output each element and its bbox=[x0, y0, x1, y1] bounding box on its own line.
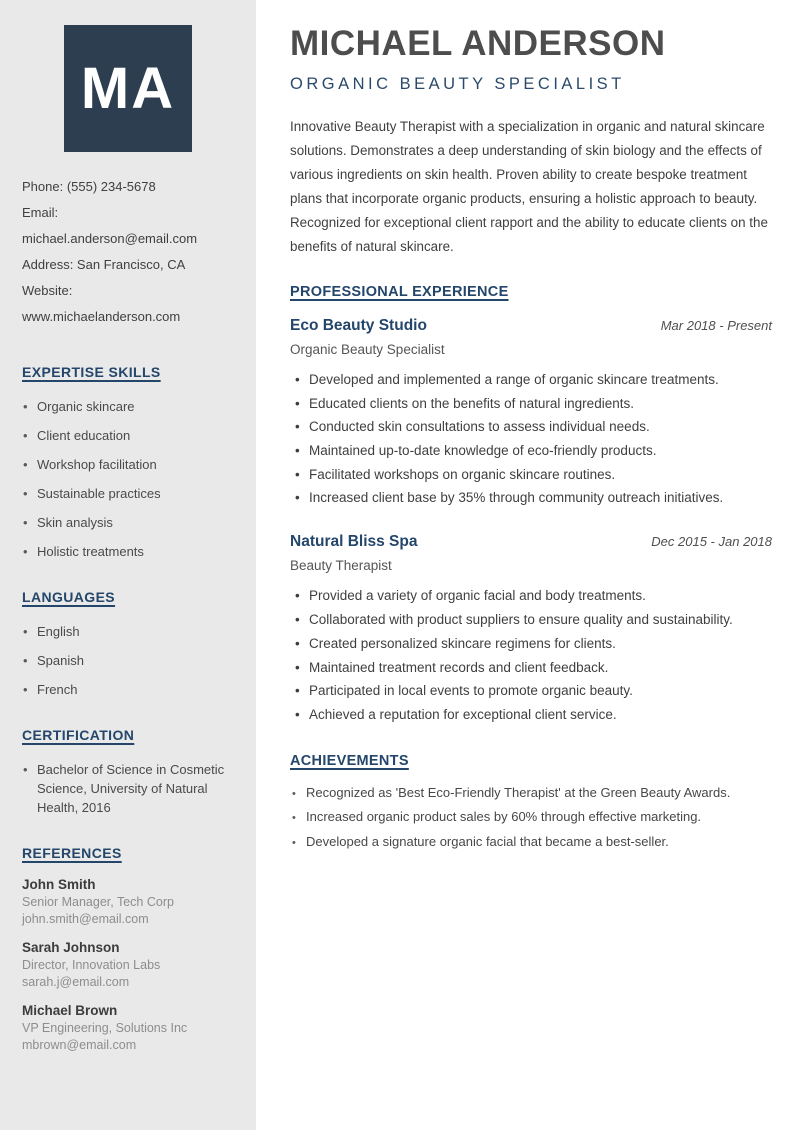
languages-list bbox=[22, 622, 234, 699]
job-bullet-list bbox=[290, 587, 772, 723]
references-list bbox=[22, 876, 234, 1054]
job-dates: Dec 2015 - Jan 2018 bbox=[651, 534, 772, 550]
reference-name: Michael Brown bbox=[22, 1003, 118, 1018]
sidebar-section-skills bbox=[22, 364, 234, 561]
skill-item: • Skin analysis bbox=[22, 513, 234, 532]
contact-line: Email: michael.anderson@email.com bbox=[22, 205, 198, 246]
job-role: Beauty Therapist bbox=[290, 558, 392, 574]
contact-info bbox=[22, 174, 234, 330]
references-heading: REFERENCES bbox=[22, 845, 122, 861]
job-header bbox=[290, 533, 772, 551]
certification-list bbox=[22, 760, 234, 817]
main-content bbox=[256, 0, 800, 1130]
job-bullet: • Achieved a reputation for exceptional client service. bbox=[290, 706, 772, 724]
job-entry bbox=[290, 317, 772, 507]
achievements-list bbox=[290, 785, 772, 850]
sidebar-section-references bbox=[22, 845, 234, 1054]
job-bullet: • Maintained treatment records and client feedback. bbox=[290, 659, 772, 677]
candidate-title: ORGANIC BEAUTY SPECIALIST bbox=[290, 75, 625, 93]
job-bullet: • Facilitated workshops on organic skincare routines. bbox=[290, 466, 772, 484]
reference-email: sarah.j@email.com bbox=[22, 975, 130, 989]
monogram-avatar bbox=[64, 25, 192, 152]
job-role: Organic Beauty Specialist bbox=[290, 342, 445, 357]
contact-line: Phone: (555) 234-5678 bbox=[22, 179, 156, 194]
company-name: Natural Bliss Spa bbox=[290, 533, 418, 551]
reference-name: Sarah Johnson bbox=[22, 940, 120, 955]
job-entry bbox=[290, 533, 772, 723]
achievement-item: • Developed a signature organic facial that became a best-seller. bbox=[290, 834, 772, 850]
achievements-heading: ACHIEVEMENTS bbox=[290, 752, 409, 769]
job-bullet: • Increased client base by 35% through community outreach initiatives. bbox=[290, 489, 772, 507]
contact-line: Website: www.michaelanderson.com bbox=[22, 283, 181, 324]
languages-heading: LANGUAGES bbox=[22, 589, 116, 605]
reference-role: Director, Innovation Labs bbox=[22, 958, 161, 972]
skill-item: • Holistic treatments bbox=[22, 542, 234, 561]
reference-entry bbox=[22, 939, 234, 991]
sidebar bbox=[0, 0, 256, 1130]
achievement-item: • Recognized as 'Best Eco-Friendly Therapist' at the Green Beauty Awards. bbox=[290, 785, 772, 801]
achievement-item: • Increased organic product sales by 60% through effective marketing. bbox=[290, 809, 772, 825]
achievements-section bbox=[290, 753, 772, 850]
reference-role: VP Engineering, Solutions Inc bbox=[22, 1021, 188, 1035]
contact-line: Address: San Francisco, CA bbox=[22, 257, 186, 272]
skills-list bbox=[22, 397, 234, 561]
job-bullet: • Developed and implemented a range of organic skincare treatments. bbox=[290, 371, 772, 389]
reference-entry bbox=[22, 1002, 234, 1054]
job-bullet: • Participated in local events to promote organic beauty. bbox=[290, 682, 772, 700]
reference-entry bbox=[22, 876, 234, 928]
job-bullet: • Conducted skin consultations to assess individual needs. bbox=[290, 418, 772, 436]
skill-item: • Client education bbox=[22, 426, 234, 445]
job-dates: Mar 2018 - Present bbox=[660, 318, 772, 333]
reference-role: Senior Manager, Tech Corp bbox=[22, 895, 174, 909]
job-header bbox=[290, 317, 772, 335]
job-bullet: • Collaborated with product suppliers to ensure quality and sustainability. bbox=[290, 611, 772, 629]
job-bullet: • Provided a variety of organic facial and body treatments. bbox=[290, 587, 772, 605]
candidate-name: MICHAEL ANDERSON bbox=[290, 24, 666, 63]
reference-email: john.smith@email.com bbox=[22, 912, 149, 926]
certification-item: • Bachelor of Science in Cosmetic Science, University of Natural Health, 2016 bbox=[22, 760, 234, 817]
language-item: • French bbox=[22, 680, 234, 699]
reference-email: mbrown@email.com bbox=[22, 1038, 137, 1052]
skill-item: • Workshop facilitation bbox=[22, 455, 234, 474]
sidebar-section-languages bbox=[22, 589, 234, 699]
skill-item: • Sustainable practices bbox=[22, 484, 234, 503]
skill-item: • Organic skincare bbox=[22, 397, 234, 416]
job-bullet-list bbox=[290, 371, 772, 507]
job-bullet: • Educated clients on the benefits of natural ingredients. bbox=[290, 395, 772, 413]
summary-text: Innovative Beauty Therapist with a specialization in organic and natural skincare solutions. Demonstrates a deep understanding of skin biology and the effects of various ingredients on skin health. Proven ability to create bespoke treatment plans that incorporate organic products, ensuring a holistic approach to beauty. Recognized for exceptional client rapport and the ability to educate clients on the benefits of natural skincare. bbox=[290, 119, 768, 254]
job-bullet: • Maintained up-to-date knowledge of eco-friendly products. bbox=[290, 442, 772, 460]
job-bullet: • Created personalized skincare regimens for clients. bbox=[290, 635, 772, 653]
language-item: • English bbox=[22, 622, 234, 641]
certification-heading: CERTIFICATION bbox=[22, 727, 135, 743]
skills-heading: EXPERTISE SKILLS bbox=[22, 364, 161, 380]
reference-name: John Smith bbox=[22, 877, 96, 892]
monogram-text: MA bbox=[80, 56, 176, 121]
sidebar-section-certification bbox=[22, 727, 234, 817]
language-item: • Spanish bbox=[22, 651, 234, 670]
experience-heading: PROFESSIONAL EXPERIENCE bbox=[290, 284, 509, 300]
company-name: Eco Beauty Studio bbox=[290, 317, 427, 334]
